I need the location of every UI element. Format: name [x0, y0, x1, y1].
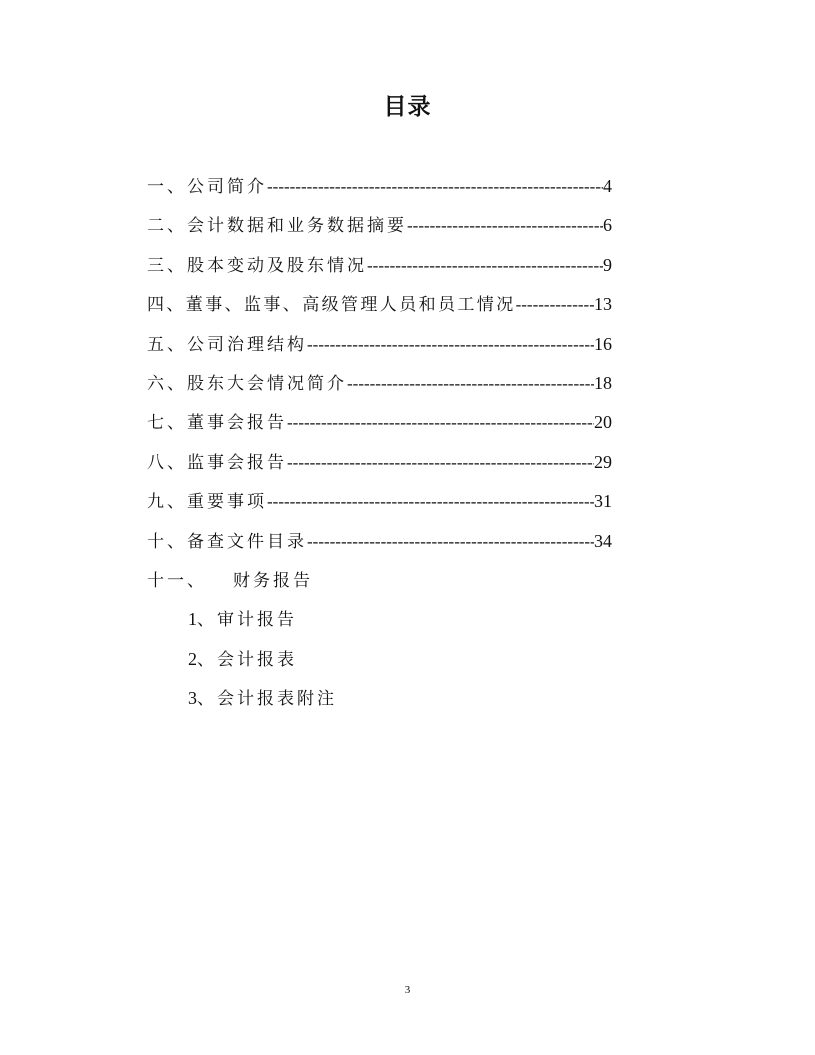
toc-entry-6[interactable]	[147, 369, 612, 408]
toc-entry-label: 五、公司治理结构	[147, 334, 307, 355]
toc-entry-5[interactable]	[147, 330, 612, 369]
toc-dot-leader	[516, 295, 594, 315]
toc-sub-item-3[interactable]	[147, 684, 612, 723]
toc-entry-page: 29	[594, 451, 612, 472]
toc-entry-11[interactable]	[147, 566, 612, 605]
toc-entry-label: 六、股东大会情况简介	[147, 373, 347, 394]
toc-entry-page: 4	[603, 176, 612, 196]
page-number: 3	[404, 984, 411, 996]
toc-entry-7[interactable]	[147, 408, 612, 447]
toc-sub-item-label: 、审计报告	[197, 610, 297, 631]
toc-dot-leader	[307, 532, 594, 552]
toc-entry-page: 20	[594, 412, 612, 433]
toc-entry-2[interactable]	[147, 211, 612, 250]
toc-section-number: 十一、	[147, 570, 207, 591]
toc-entry-3[interactable]	[147, 251, 612, 290]
toc-entry-page: 16	[594, 333, 612, 354]
page-title: 目录	[383, 94, 432, 120]
toc-entry-page: 9	[603, 254, 612, 275]
toc-sub-item-number: 1	[188, 609, 197, 630]
toc-sub-item-1[interactable]	[147, 605, 612, 644]
toc-entry-page: 31	[594, 491, 612, 512]
toc-entry-label: 一、公司简介	[147, 177, 267, 197]
toc-dot-leader	[267, 177, 603, 197]
toc-sub-item-label: 、会计报表附注	[197, 689, 337, 710]
toc-entry-page: 34	[594, 530, 612, 551]
toc-entry-page: 18	[594, 372, 612, 393]
toc-entry-label: 九、重要事项	[147, 492, 267, 513]
toc-dot-leader	[287, 413, 594, 433]
toc-dot-leader	[407, 216, 603, 236]
toc-section-title: 财务报告	[233, 570, 313, 591]
toc-entry-label: 四、董事、监事、高级管理人员和员工情况	[147, 295, 516, 316]
toc-entry-label: 三、股本变动及股东情况	[147, 255, 367, 276]
toc-entry-page: 6	[603, 215, 612, 236]
toc-dot-leader	[267, 492, 594, 512]
toc-entry-4[interactable]	[147, 290, 612, 329]
toc-sub-item-number: 2	[188, 648, 197, 669]
toc-entry-label	[147, 566, 313, 591]
toc-dot-leader	[347, 374, 594, 394]
toc-sub-item-label: 、会计报表	[197, 649, 297, 670]
toc-entry-label: 十、备查文件目录	[147, 531, 307, 552]
table-of-contents	[147, 172, 612, 723]
toc-sub-item-2[interactable]	[147, 645, 612, 684]
toc-sub-item-number: 3	[188, 688, 197, 709]
toc-entry-10[interactable]	[147, 527, 612, 566]
toc-entry-label: 八、监事会报告	[147, 452, 287, 473]
toc-entry-page: 13	[594, 294, 612, 315]
toc-dot-leader	[367, 256, 603, 276]
toc-entry-1[interactable]	[147, 172, 612, 211]
toc-entry-9[interactable]	[147, 487, 612, 526]
toc-entry-label: 七、董事会报告	[147, 413, 287, 434]
toc-dot-leader	[287, 453, 594, 473]
toc-entry-label: 二、会计数据和业务数据摘要	[147, 216, 407, 237]
toc-dot-leader	[307, 335, 594, 355]
toc-entry-8[interactable]	[147, 448, 612, 487]
